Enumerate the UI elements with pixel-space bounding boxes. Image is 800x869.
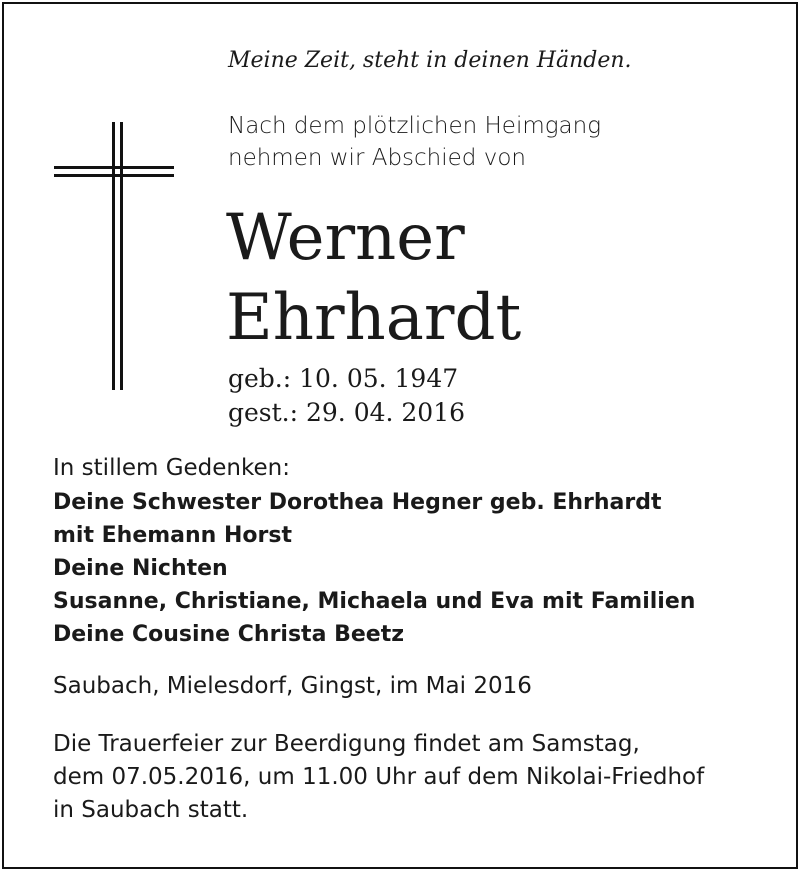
intro-text (228, 110, 601, 174)
motto: Meine Zeit, steht in deinen Händen. (228, 48, 632, 73)
last-name: Ehrhardt (226, 281, 522, 355)
birth-date: geb.: 10. 05. 1947 (228, 364, 459, 393)
intro-line: Nach dem plötzlichen Heimgang (228, 113, 602, 139)
cross-icon (54, 122, 174, 392)
funeral-line: Die Trauerfeier zur Beerdigung findet am Samstag, (53, 731, 640, 757)
first-name: Werner (226, 201, 465, 275)
intro-line: nehmen wir Abschied von (228, 145, 526, 171)
funeral-notice (53, 728, 704, 827)
mourner-line: Deine Nichten (53, 556, 228, 581)
mourner-line: Deine Schwester Dorothea Hegner geb. Ehrhardt (53, 490, 662, 515)
life-dates (228, 362, 465, 430)
place-date: Saubach, Mielesdorf, Gingst, im Mai 2016 (53, 673, 532, 699)
death-date: gest.: 29. 04. 2016 (228, 398, 466, 427)
deceased-name (226, 198, 521, 358)
mourners-list (53, 486, 695, 651)
mourner-line: mit Ehemann Horst (53, 523, 292, 548)
funeral-line: dem 07.05.2016, um 11.00 Uhr auf dem Nikolai-Friedhof (53, 764, 705, 790)
mourner-line: Susanne, Christiane, Michaela und Eva mit Familien (53, 589, 696, 614)
mourners-heading: In stillem Gedenken: (53, 455, 290, 481)
mourner-line: Deine Cousine Christa Beetz (53, 622, 405, 647)
funeral-line: in Saubach statt. (53, 797, 249, 823)
